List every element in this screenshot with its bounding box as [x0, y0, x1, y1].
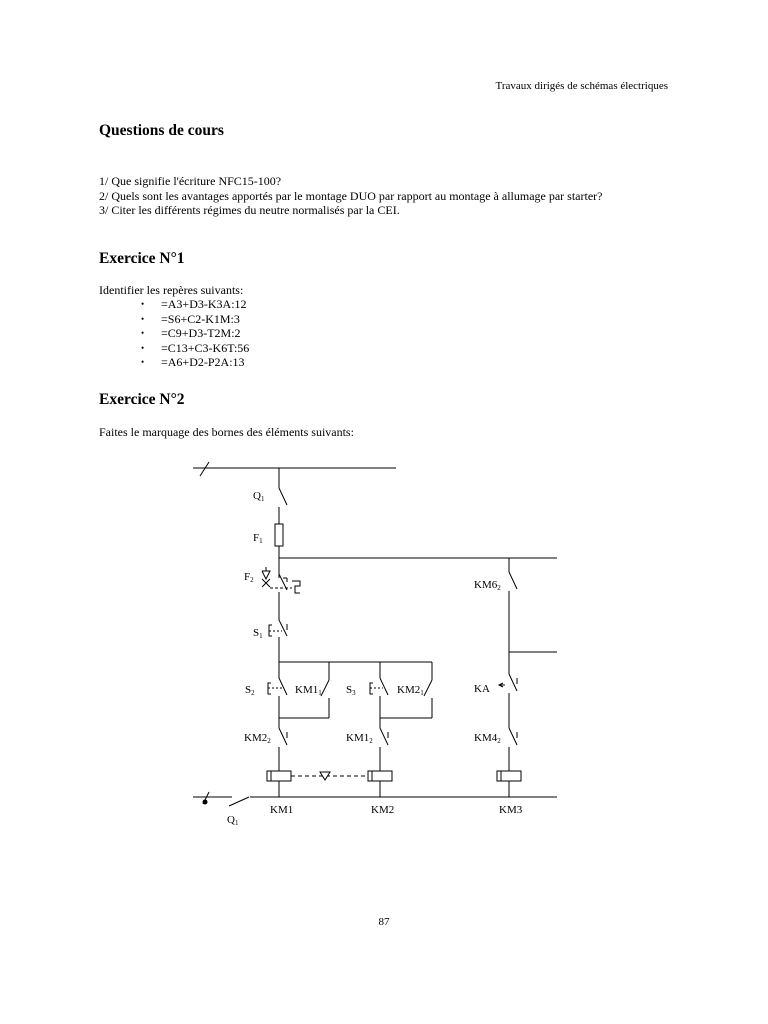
- connection-dot: [203, 800, 208, 805]
- page-number: 87: [378, 916, 390, 928]
- question-list: [99, 174, 669, 218]
- list-item: • =A6+D2-P2A:13: [141, 355, 249, 370]
- f2-label: F2: [244, 571, 254, 584]
- km6-label: KM62: [474, 579, 501, 592]
- s1-contact-blade: [279, 620, 287, 636]
- exercise-1-intro: Identifier les repères suivants:: [99, 283, 244, 297]
- coil-km3-label: KM3: [499, 804, 523, 816]
- section-title-questions: Questions de cours: [99, 122, 224, 139]
- running-header: Travaux dirigés de schémas électriques: [495, 80, 668, 92]
- s3-label: S3: [346, 684, 356, 697]
- km12-label: KM12: [346, 732, 373, 745]
- q1-label: Q1: [253, 490, 265, 503]
- question-1: 1/ Que signifie l'écriture NFC15-100?: [99, 174, 282, 188]
- s3-contact-blade: [380, 678, 388, 695]
- s2-label: S2: [245, 684, 255, 697]
- coil-km1-label: KM1: [270, 804, 294, 816]
- s1-label: S1: [253, 627, 263, 640]
- km6-contact-blade: [509, 572, 517, 589]
- reference-list: [141, 297, 249, 370]
- section-title-exercise-2: Exercice N°2: [99, 391, 185, 408]
- f1-label: F1: [253, 532, 263, 545]
- km42-contact-blade: [509, 728, 517, 745]
- question-3: 3/ Citer les différents régimes du neutre normalisés par la CEI.: [99, 203, 400, 217]
- coil-km2-label: KM2: [371, 804, 395, 816]
- f2-actuator: [292, 581, 300, 593]
- section-title-exercise-1: Exercice N°1: [99, 250, 185, 267]
- list-item: • =C9+D3-T2M:2: [141, 326, 249, 341]
- question-2: 2/ Quels sont les avantages apportés par le montage DUO par rapport au montage à allumage par starter?: [99, 188, 603, 203]
- list-item: • =S6+C2-K1M:3: [141, 312, 249, 327]
- s2-contact-blade: [279, 678, 287, 695]
- list-item: • =C13+C3-K6T:56: [141, 341, 249, 356]
- ka-contact-blade: [509, 674, 517, 691]
- f2-thermal-symbol: [262, 571, 270, 579]
- bus-slash: [200, 462, 209, 476]
- km2-contact-label: KM21: [397, 684, 424, 697]
- q1-switch-blade: [279, 488, 287, 505]
- km1-holding-contact: [321, 680, 329, 696]
- km1-contact-label: KM11: [295, 684, 322, 697]
- km2-holding-contact: [424, 680, 432, 696]
- ka-label: KA: [474, 683, 490, 695]
- exercise-2-intro: Faites le marquage des bornes des éléments suivants:: [99, 425, 354, 439]
- km22-label: KM22: [244, 732, 271, 745]
- km22-interlock-blade: [279, 728, 287, 745]
- f1-fuse-symbol: [275, 524, 283, 546]
- km42-label: KM42: [474, 732, 501, 745]
- km12-interlock-blade: [380, 728, 388, 745]
- q1-bottom-switch: [229, 797, 249, 806]
- list-item: • =A3+D3-K3A:12: [141, 297, 249, 312]
- q1-bottom-label: Q1: [227, 814, 239, 827]
- control-circuit-schematic: [0, 455, 768, 845]
